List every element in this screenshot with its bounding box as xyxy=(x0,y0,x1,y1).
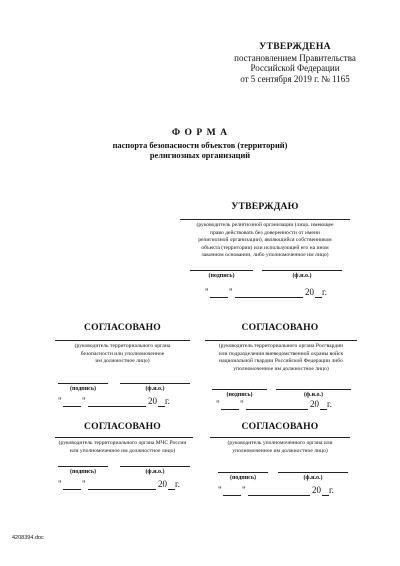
agreement-signature-line xyxy=(58,383,108,384)
date-year-line xyxy=(322,495,329,496)
agreement-heading: СОГЛАСОВАНО xyxy=(241,421,319,432)
date-year-prefix: 20 xyxy=(312,485,321,495)
agreement-date xyxy=(58,396,198,408)
approve-signature-line xyxy=(190,270,253,271)
date-quote-close: " xyxy=(82,479,86,489)
agreement-desc-line: безопасности или уполномоченное xyxy=(80,350,165,357)
date-year-line xyxy=(168,489,175,490)
agreement-desc-line: (руководитель уполномоченного органа или xyxy=(227,440,333,446)
agreement-description xyxy=(196,343,366,373)
approval-title: УТВЕРЖДЕНА xyxy=(259,41,331,52)
approve-signature-label: (подпись) xyxy=(208,273,235,279)
approve-desc-line: право действовать без доверенности от имени xyxy=(210,229,320,236)
date-quote-open: " xyxy=(216,399,220,409)
date-suffix: г. xyxy=(165,396,170,406)
agreement-description xyxy=(50,343,195,366)
agreement-name-line xyxy=(55,340,190,341)
footer-filename: 4208394.doc xyxy=(12,535,44,541)
agreement-signature-line xyxy=(212,389,267,390)
agreement-fio-label: (ф.и.о.) xyxy=(303,392,324,398)
agreement-signature-line xyxy=(218,472,268,473)
date-day-line xyxy=(63,489,81,490)
date-month-line xyxy=(88,489,156,490)
agreement-desc-line: или уполномоченное им должностное лицо) xyxy=(69,447,176,454)
agreement-date xyxy=(58,479,198,491)
agreement-signature-label: (подпись) xyxy=(69,469,97,475)
date-month-line xyxy=(246,409,308,410)
date-month-line xyxy=(88,406,146,407)
agreement-fio-label: (ф.и.о.) xyxy=(145,469,165,475)
approval-line-1: постановлением Правительства xyxy=(234,52,356,63)
date-quote-open: " xyxy=(58,479,62,489)
date-quote-open: " xyxy=(205,287,209,297)
agreement-signature-line xyxy=(58,466,108,467)
agreement-signature-label: (подпись) xyxy=(69,386,97,392)
form-subtitle-2: религиозных организаций xyxy=(149,151,251,160)
date-day-line xyxy=(63,406,81,407)
date-quote-close: " xyxy=(229,287,233,297)
approve-desc-line: религиозной организации), являющийся собственником xyxy=(198,237,332,244)
agreement-fio-label: (ф.и.о.) xyxy=(303,475,323,481)
approve-fio-line xyxy=(262,270,342,271)
date-suffix: г. xyxy=(327,399,332,409)
approval-header xyxy=(200,42,390,84)
agreement-desc-line: (руководитель территориального органа Росгвардии xyxy=(218,343,344,349)
date-year-prefix: 20 xyxy=(158,479,167,489)
agreement-desc-line: или подразделения вневедомственной охраны войск xyxy=(218,350,344,357)
date-day-line xyxy=(223,495,241,496)
form-subtitle-1: паспорта безопасности объектов (территорий) xyxy=(112,141,288,150)
agreement-name-line xyxy=(55,437,193,438)
date-day-line xyxy=(221,409,239,410)
agreement-name-line xyxy=(210,437,350,438)
agreement-fio-line xyxy=(120,383,190,384)
date-day-line xyxy=(210,297,228,298)
date-year-line xyxy=(315,297,322,298)
agreement-fio-line xyxy=(120,466,190,467)
agreement-fio-label: (ф.и.о.) xyxy=(145,386,165,392)
approve-name-line xyxy=(180,219,350,220)
agreement-name-line xyxy=(205,340,357,341)
date-year-line xyxy=(158,406,165,407)
agreement-signature-label: (подпись) xyxy=(229,475,257,481)
approve-heading: УТВЕРЖДАЮ xyxy=(231,201,299,212)
approve-desc-line: объекта (территории) или использующей его на ином xyxy=(201,244,329,251)
agreement-description xyxy=(200,440,360,455)
agreement-desc-line: им должностное лицо) xyxy=(95,358,150,365)
form-title: Ф О Р М А xyxy=(171,127,229,138)
agreement-desc-line: национальной гвардии Российской Федерации либо xyxy=(219,358,343,365)
approve-fio-label: (ф.и.о.) xyxy=(292,273,312,279)
date-suffix: г. xyxy=(175,479,180,489)
form-title-block xyxy=(60,127,340,161)
agreement-desc-line: (руководитель территориального органа МЧС России xyxy=(58,440,187,446)
date-quote-open: " xyxy=(58,396,62,406)
approve-date xyxy=(205,287,355,299)
date-year-prefix: 20 xyxy=(310,399,319,409)
date-quote-open: " xyxy=(218,485,222,495)
approval-line-3: от 5 сентября 2019 г. № 1165 xyxy=(240,73,350,84)
agreement-heading: СОГЛАСОВАНО xyxy=(84,322,161,333)
agreement-heading: СОГЛАСОВАНО xyxy=(241,322,319,333)
date-quote-close: " xyxy=(242,485,246,495)
agreement-heading: СОГЛАСОВАНО xyxy=(84,421,161,432)
date-year-line xyxy=(320,409,327,410)
agreement-description xyxy=(40,440,205,455)
approve-description xyxy=(176,222,354,260)
date-quote-close: " xyxy=(82,396,86,406)
date-month-line xyxy=(248,495,310,496)
date-year-prefix: 20 xyxy=(305,287,314,297)
date-quote-close: " xyxy=(240,399,244,409)
agreement-desc-line: (руководитель территориального органа xyxy=(74,343,171,349)
approval-line-2: Российской Федерации xyxy=(250,63,340,73)
agreement-desc-line: уполномоченное им должностное лицо) xyxy=(233,365,329,372)
date-month-line xyxy=(235,297,303,298)
date-suffix: г. xyxy=(329,485,334,495)
agreement-signature-label: (подпись) xyxy=(226,392,253,398)
approve-desc-line: законном основании, либо уполномоченное им лицо) xyxy=(201,252,329,259)
agreement-fio-line xyxy=(278,472,348,473)
agreement-fio-line xyxy=(276,389,351,390)
agreement-desc-line: уполномоченное им должностное лицо) xyxy=(232,447,328,454)
agreement-date xyxy=(218,485,358,497)
date-year-prefix: 20 xyxy=(148,396,157,406)
agreement-date xyxy=(216,399,356,411)
approve-desc-line: (руководитель религиозной организации (лицо, имеющее xyxy=(196,222,334,228)
date-suffix: г. xyxy=(322,287,327,297)
